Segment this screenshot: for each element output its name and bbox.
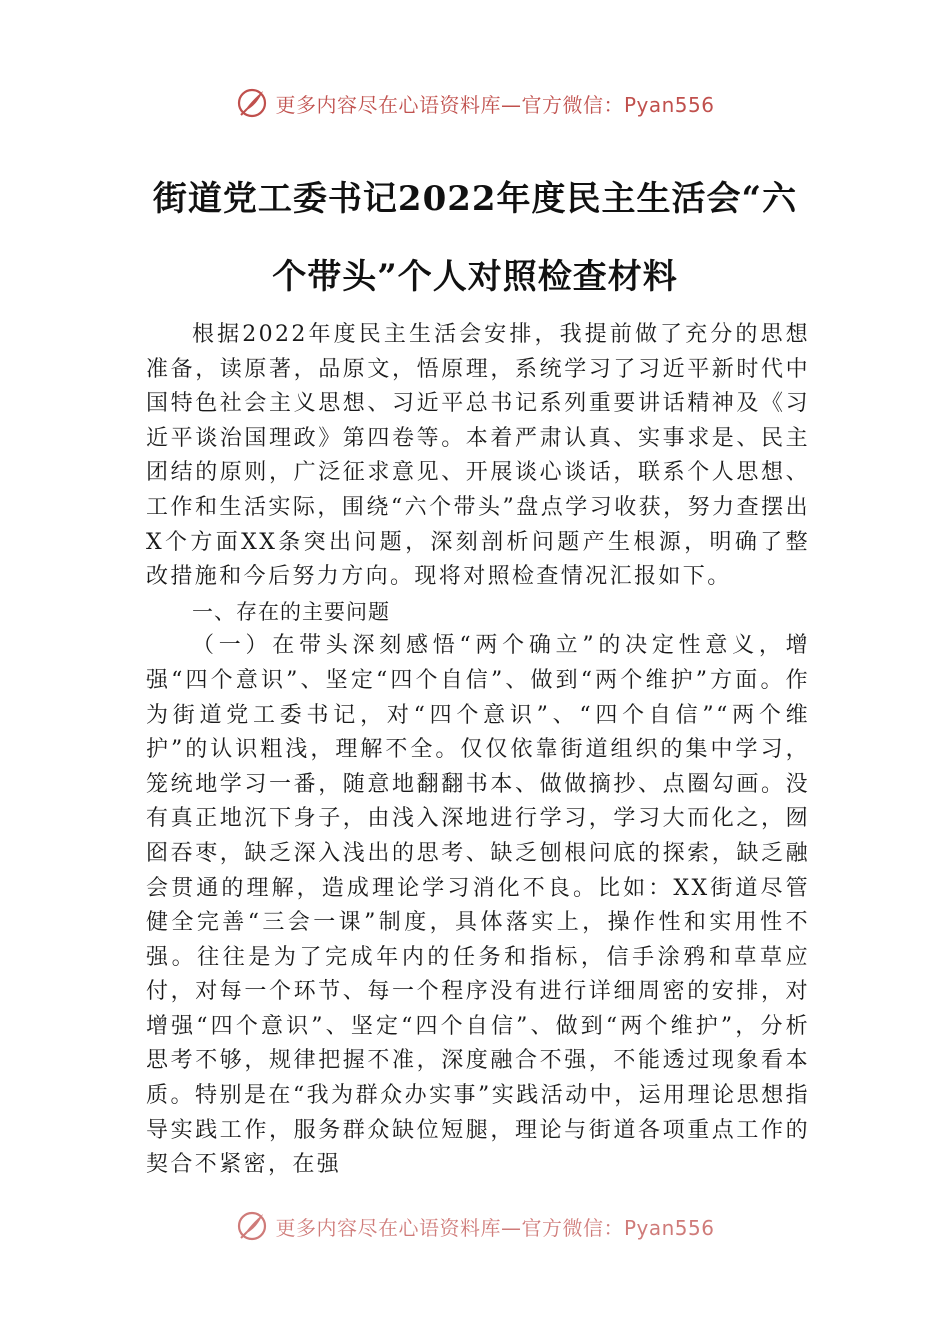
section-paragraph: （一）在带头深刻感悟“两个确立”的决定性意义，增强“四个意识”、坚定“四个自信”、做到“两个维护”方面。作为街道党工委书记，对“四个意识”、“四个自信”“两个维护”的认识粗浅，理解不全。仅仅依靠街道组织的集中学习，笼统地学习一番，随意地翻翻书本、做做摘抄、点圈勾画。没有真正地沉下身子，由浅入深地进行学习，学习大而化之，囫囵吞枣，缺乏深入浅出的思考、缺乏刨根问底的探索，缺乏融会贯通的理解，造成理论学习消化不良。比如：XX街道尽管健全完善“三会一课”制度，具体落实上，操作性和实用性不强。往往是为了完成年内的任务和指标，信手涂鸦和草草应付，对每一个环节、每一个程序没有进行详细周密的安排，对增强“四个意识”、坚定“四个自信”、做到“两个维护”，分析思考不够，规律把握不准，深度融合不强，不能透过现象看本质。特别是在“我为群众办实事”实践活动中，运用理论思想指导实践工作，服务群众缺位短腿，理论与街道各项重点工作的契合不紧密，在强 xyxy=(146,633,810,1178)
watermark-footer xyxy=(0,1206,950,1246)
watermark-text: 更多内容尽在心语资料库—官方微信：Pyan556 xyxy=(275,1215,715,1240)
quill-logo-icon xyxy=(235,1209,269,1243)
document-title-line-2: 个带头”个人对照检查材料 xyxy=(272,257,678,297)
quill-logo-icon xyxy=(235,86,269,120)
document-body xyxy=(146,318,810,1183)
watermark-header xyxy=(0,83,950,123)
intro-paragraph: 根据2022年度民主生活会安排，我提前做了充分的思想准备，读原著，品原文，悟原理，系统学习了习近平新时代中国特色社会主义思想、习近平总书记系列重要讲话精神及《习近平谈治国理政》第四卷等。本着严肃认真、实事求是、民主团结的原则，广泛征求意见、开展谈心谈话，联系个人思想、工作和生活实际，围绕“六个带头”盘点学习收获，努力查摆出X个方面XX条突出问题，深刻剖析问题产生根源，明确了整改措施和今后努力方向。现将对照检查情况汇报如下。 xyxy=(146,322,810,590)
document-title-line-1: 街道党工委书记2022年度民主生活会“六 xyxy=(152,179,798,219)
section-heading: 一、存在的主要问题 xyxy=(192,599,390,624)
watermark-text: 更多内容尽在心语资料库—官方微信：Pyan556 xyxy=(275,92,715,117)
